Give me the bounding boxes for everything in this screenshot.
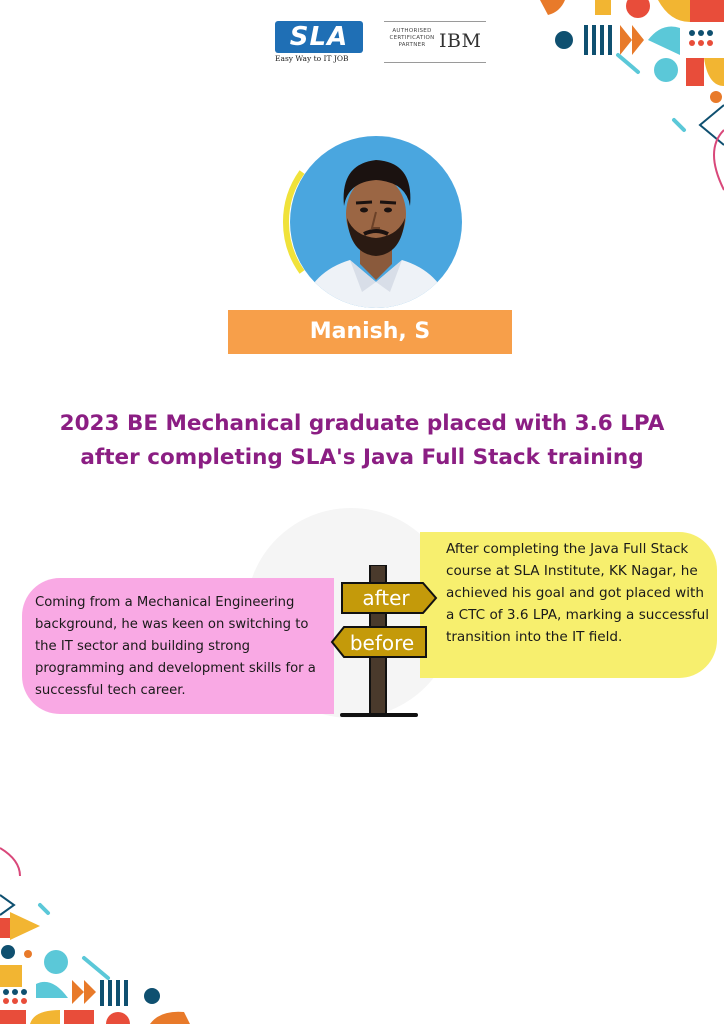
partner-label: AUTHORISED CERTIFICATION PARTNER [389,28,435,48]
decorative-pattern-top-right [540,0,724,195]
signpost-after-label: after [362,586,410,610]
before-text: Coming from a Mechanical Engineering background, he was keen on switching to the IT sector and building strong programming and development skills for a successful tech career. [35,595,316,698]
ibm-logo-text: IBM [439,30,482,52]
after-text: After completing the Java Full Stack course at SLA Institute, KK Nagar, he achieved his goal and got placed with a CTC of 3.6 LPA, marking a successful transition into the IT field. [446,541,710,645]
sla-logo [275,21,365,63]
headline [30,407,694,475]
signpost-icon [330,565,440,720]
headline-line-2: after completing SLA's Java Full Stack training [80,445,644,470]
profile-photo [280,132,472,312]
ibm-partner-logo [384,21,486,63]
sla-logo-tagline: Easy Way to IT JOB [275,54,349,63]
headline-line-1: 2023 BE Mechanical graduate placed with 3.6 LPA [59,411,665,436]
decorative-pattern-bottom-left [0,840,200,1024]
sla-logo-text: SLA [275,21,363,53]
signpost-before-label: before [349,631,415,655]
student-name: Manish, S [228,310,512,354]
after-description-box [420,532,717,678]
before-description-box [22,578,334,714]
